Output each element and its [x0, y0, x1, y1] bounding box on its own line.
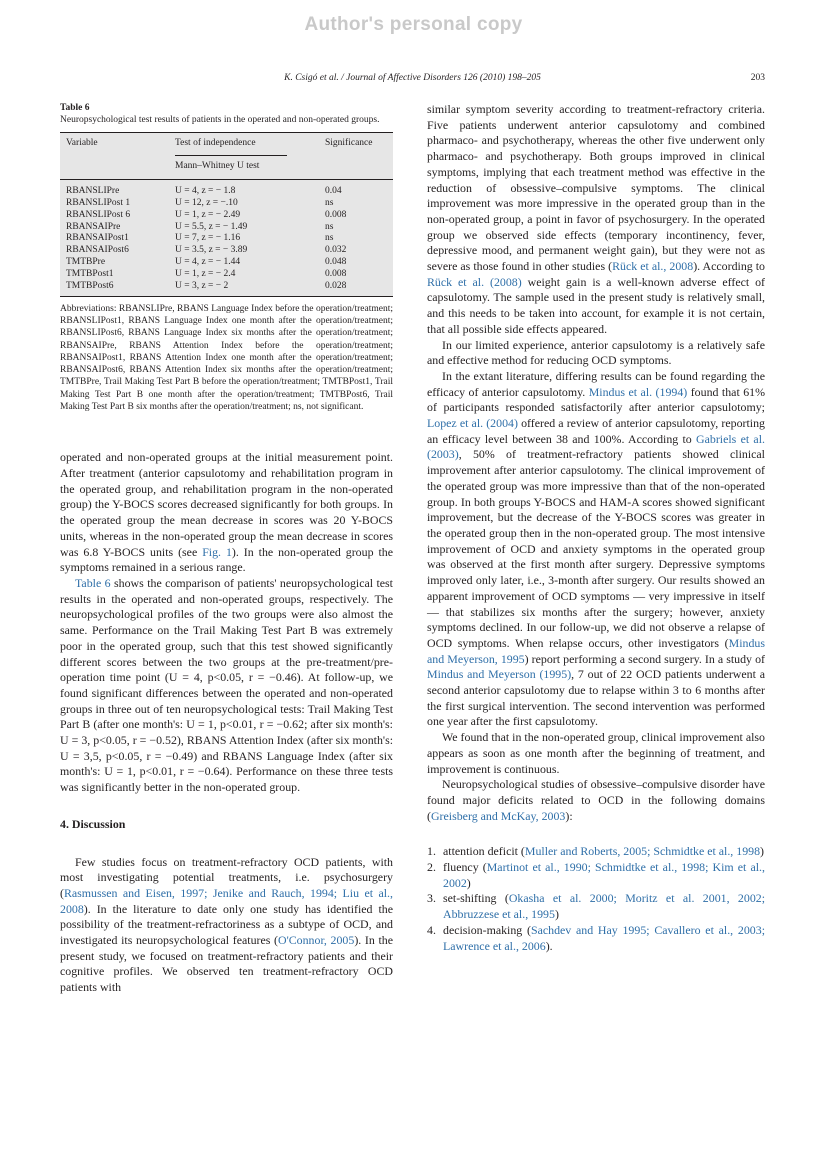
table-cell-test: U = 7, z = − 1.16: [175, 233, 241, 244]
list-number: 2.: [427, 860, 436, 875]
table-cell-test: U = 5.5, z = − 1.49: [175, 221, 248, 232]
citation-link[interactable]: Okasha et al. 2000; Moritz et al. 2001, 2002; Abbruzzese et al., 1995: [443, 891, 766, 922]
table-cell-variable: RBANSAIPost6: [66, 245, 129, 256]
text: ). In the non-operated group the symptoms remained in a serious range.: [60, 544, 393, 575]
citation-link[interactable]: Muller and Roberts, 2005; Schmidtke et al., 1998: [524, 844, 761, 859]
list-number: 3.: [427, 891, 436, 906]
left-column: [60, 102, 393, 996]
text: attention deficit (: [443, 844, 525, 859]
text: ):: [565, 808, 573, 823]
citation-link[interactable]: Rück et al. (2008): [427, 274, 522, 289]
text: found that 61% of participants responded satisfactorily after anterior capsulotomy;: [427, 384, 765, 415]
citation-link[interactable]: Martinot et al., 1990; Schmidtke et al., 1998; Kim et al., 2002: [443, 860, 765, 890]
table-cell-test: U = 12, z = −.10: [175, 197, 238, 208]
list-item: [427, 860, 765, 891]
citation-link[interactable]: Lopez et al. (2004): [427, 416, 518, 431]
citation-link[interactable]: Greisberg and McKay, 2003: [430, 808, 566, 823]
text: ): [554, 907, 559, 922]
header-test: Test of independence: [175, 138, 287, 156]
watermark: Author's personal copy: [304, 14, 523, 35]
text: ). According to: [693, 259, 765, 274]
table-cell-variable: TMTBPre: [66, 257, 106, 268]
text: Neuropsychological studies of obsessive–compulsive disorder have found major deficits related to OCD in the following domains (: [427, 777, 765, 823]
table-caption: Neuropsychological test results of patients in the operated and non-operated groups.: [60, 115, 380, 125]
table-cell-significance: 0.048: [325, 257, 347, 268]
text: operated and non-operated groups at the initial measurement point. After treatment (anterior capsulotomy and rehabilitation program in the operated group, and rehabilitation program in the non-operated group) the Y-BOCS scores decreased significantly for both groups. In the operated group the mean decrease in scores was 20 Y-BOCS units, whereas in the non-operated group the mean decrease in scores was 6.8 Y-BOCS units (see: [60, 450, 393, 559]
paragraph: We found that in the non-operated group, clinical improvement also appears as soon as one month after the beginning of treatment, and improvement is continuous.: [427, 730, 765, 776]
table-cell-significance: ns: [325, 197, 334, 208]
table-cell-significance: 0.032: [325, 245, 347, 256]
table-cell-significance: 0.028: [325, 280, 347, 291]
list-item: [427, 844, 765, 860]
journal-citation: K. Csigó et al. / Journal of Affective Disorders 126 (2010) 198–205: [284, 73, 541, 83]
table-cell-significance: ns: [325, 233, 334, 244]
citation-link[interactable]: Gabriels et al. (2003): [427, 431, 765, 462]
table-cell-variable: RBANSLIPost 1: [66, 197, 131, 208]
text: ) report performing a second surgery. In a study of: [524, 651, 765, 666]
citation-link[interactable]: O'Connor, 2005: [278, 933, 355, 948]
text: shows the comparison of patients' neuropsychological test results in the operated and non-operated groups, respectively. The neuropsychological profiles of the two groups were also almost the same. Performance on the Trail Making Test Part B was extremely poor in the operated group, such that this test showed significantly different scores between the two groups at the pre-treatment/pre-operation time point (U = 4, p<0.05, r = −0.46). At follow-up, we found significant differences between the operated and non-operated groups in three out of ten neuropsychological tests: Trail Making Test Part B (after one month's: U = 1, p<0.01, r = −0.62; after six month's: U = 3, p<0.05, r = −0.52), RBANS Attention Index (after six month's: U = 3,5, p<0.05, r = −0.49) and RBANS Language Index (after six month's: U = 1, p<0.01, r = −0.64). Performance on these three tests was significantly better in the non-operated group.: [60, 575, 393, 795]
table-cell-test: U = 4, z = − 1.8: [175, 186, 236, 197]
page-number: 203: [750, 73, 765, 83]
citation-link[interactable]: Rück et al., 2008: [612, 259, 694, 274]
citation-link[interactable]: Mindus and Meyerson, 1995: [427, 635, 765, 666]
citation-link[interactable]: Mindus and Meyerson (1995): [427, 667, 572, 682]
paragraph: In our limited experience, anterior capsulotomy is a relatively safe and effective method for reducing OCD symptoms.: [427, 337, 765, 368]
list-number: 1.: [427, 844, 436, 859]
table-cell-variable: RBANSAIPost1: [66, 233, 129, 244]
table-cell-significance: 0.008: [325, 209, 347, 220]
citation-link[interactable]: Sachdev and Hay 1995; Cavallero et al., 2003; Lawrence et al., 2006: [443, 922, 765, 953]
table-cell-variable: RBANSLIPost 6: [66, 209, 131, 220]
text: ).: [545, 938, 553, 953]
text: similar symptom severity according to treatment-refractory criteria. Five patients underwent anterior capsulotomy and combined pharmaco- and psychotherapy, whereas the other five underwent only pharmaco- and psychotherapy. Both groups improved in clinical symptoms, implying that each treatment method was effective in the reduction of obsessive–compulsive symptoms. The clinical improvement was more impressive in the operated group than in the non-operated group, a point in favor of psychosurgery. In the operated group we observed side effects (temporary incontinency, fever, depressive mood, and permanent weight gain), but they were not as severe as those found in other studies (: [427, 102, 765, 274]
table-6: [60, 102, 393, 413]
figure-link[interactable]: Fig. 1: [202, 544, 232, 559]
citation-link[interactable]: Rasmussen and Eisen, 1997; Jenike and Rauch, 1994; Liu et al., 2008: [60, 885, 393, 916]
table-cell-test: U = 1, z = − 2.4: [175, 269, 236, 279]
table-cell-test: U = 1, z = − 2.49: [175, 209, 241, 220]
text: ). In the present study, we focused on treatment-refractory patients and their cognitive profiles. We observed ten treatment-refractory OCD patients with: [60, 933, 393, 995]
text: set-shifting (: [443, 891, 509, 906]
right-column: [427, 102, 765, 954]
table-cell-significance: ns: [325, 221, 334, 232]
paragraph: [60, 576, 393, 796]
paragraph: [427, 777, 765, 824]
text: weight gain is a well-known adverse effect of capsulotomy. The sample used in the present study is relatively small, and this needs to be taken into account, for example it is not certain, that all possible side effects appeared.: [427, 274, 766, 336]
header-variable: Variable: [66, 138, 98, 149]
table-body: [60, 180, 393, 296]
table-cell-significance: 0.008: [325, 269, 347, 279]
table-label: Table 6: [60, 103, 90, 113]
text: ): [760, 844, 764, 859]
list-item: [427, 923, 765, 954]
header-significance: Significance: [325, 138, 373, 149]
text: ): [466, 875, 471, 890]
table-header: [60, 133, 393, 179]
text: fluency (: [443, 860, 487, 875]
paragraph: [60, 450, 393, 576]
table-cell-significance: 0.04: [325, 186, 342, 197]
text: , 50% of treatment-refractory patients showed clinical improvement after anterior capsulotomy. The clinical improvement of the operated group was more impressive than that of the non-operated group. In both groups Y-BOCS and HAM-A scores showed significant improvement, but the decrease of the Y-BOCS scores was greater in the operated group then in the non-operated group. The most intensive improvement of OCD and anxiety symptoms in the operated group was observed at the first month after surgery. Depressive symptoms improved only later, i.e., 3-month after surgery. Our results showed an apparent improvement of OCD symptoms — very impressive in itself — that stabilizes six months after the surgery; however, anxiety symptoms declined. In our follow-up, we did not observe a relapse of OCD symptoms. When relapse occurs, other investigators (: [427, 447, 765, 650]
paragraph: [427, 369, 765, 730]
table-box: [60, 132, 393, 296]
section-heading: 4. Discussion: [60, 816, 126, 831]
table-abbreviations: Abbreviations: RBANSLIPre, RBANS Language Index before the operation/treatment; RBANSLIPost1, RBANS Language Index one month after the operation/treatment; RBANSLIPost6, RBANS Language Index six months after the operation/treatment; RBANSAIPre, RBANS Attention Index before the operation/treatment; RBANSAIPost1, RBANS Attention Index one month after the operation/treatment; RBANSAIPost6, RBANS Attention Index six months after the operation/treatment; TMTBPre, Trail Making Test Part B before the operation/treatment; TMTBPost1, Trail Making Test Part B one month after the operation/treatment; TMTBPost6, Trail Making Test Part B six months after the operation/treatment; ns, not significant.: [60, 303, 393, 413]
text: ). In the literature to date only one study has identified the possibility of the treatment-refractoriness as a subtype of OCD, and investigated its neuropsychological features (: [60, 901, 393, 948]
citation-link[interactable]: Mindus et al. (1994): [588, 384, 688, 399]
table-cell-variable: RBANSLIPre: [66, 186, 120, 197]
list-item: [427, 891, 765, 922]
table-cell-variable: RBANSAIPre: [66, 221, 121, 232]
text: , 7 out of 22 OCD patients underwent a second anterior capsulotomy due to relapse within 3 to 6 months after the first surgical intervention. The second intervention was performed one year after the first capsulotomy.: [427, 667, 765, 729]
table-cell-variable: TMTBPost6: [66, 280, 114, 291]
text: offered a review of anterior capsulotomy, reporting an efficacy level between 38 and 100%. According to: [427, 416, 765, 446]
text: Few studies focus on treatment-refractory OCD patients, with most investigating potential treatments, i.e. psychosurgery (: [60, 854, 393, 900]
list-number: 4.: [427, 922, 436, 937]
table-link[interactable]: Table 6: [75, 575, 111, 590]
paragraph: [60, 855, 393, 996]
table-cell-test: U = 3.5, z = − 3.89: [175, 245, 248, 256]
text: decision-making (: [443, 922, 531, 937]
table-cell-test: U = 3, z = − 2: [175, 280, 229, 291]
table-cell-variable: TMTBPost1: [66, 269, 114, 279]
paragraph: [427, 102, 765, 338]
table-cell-test: U = 4, z = − 1.44: [175, 257, 241, 268]
header-test-sub: Mann–Whitney U test: [175, 161, 260, 172]
text: In the extant literature, differing results can be found regarding the efficacy of anterior capsulotomy.: [427, 368, 765, 399]
domain-list: [427, 844, 765, 954]
